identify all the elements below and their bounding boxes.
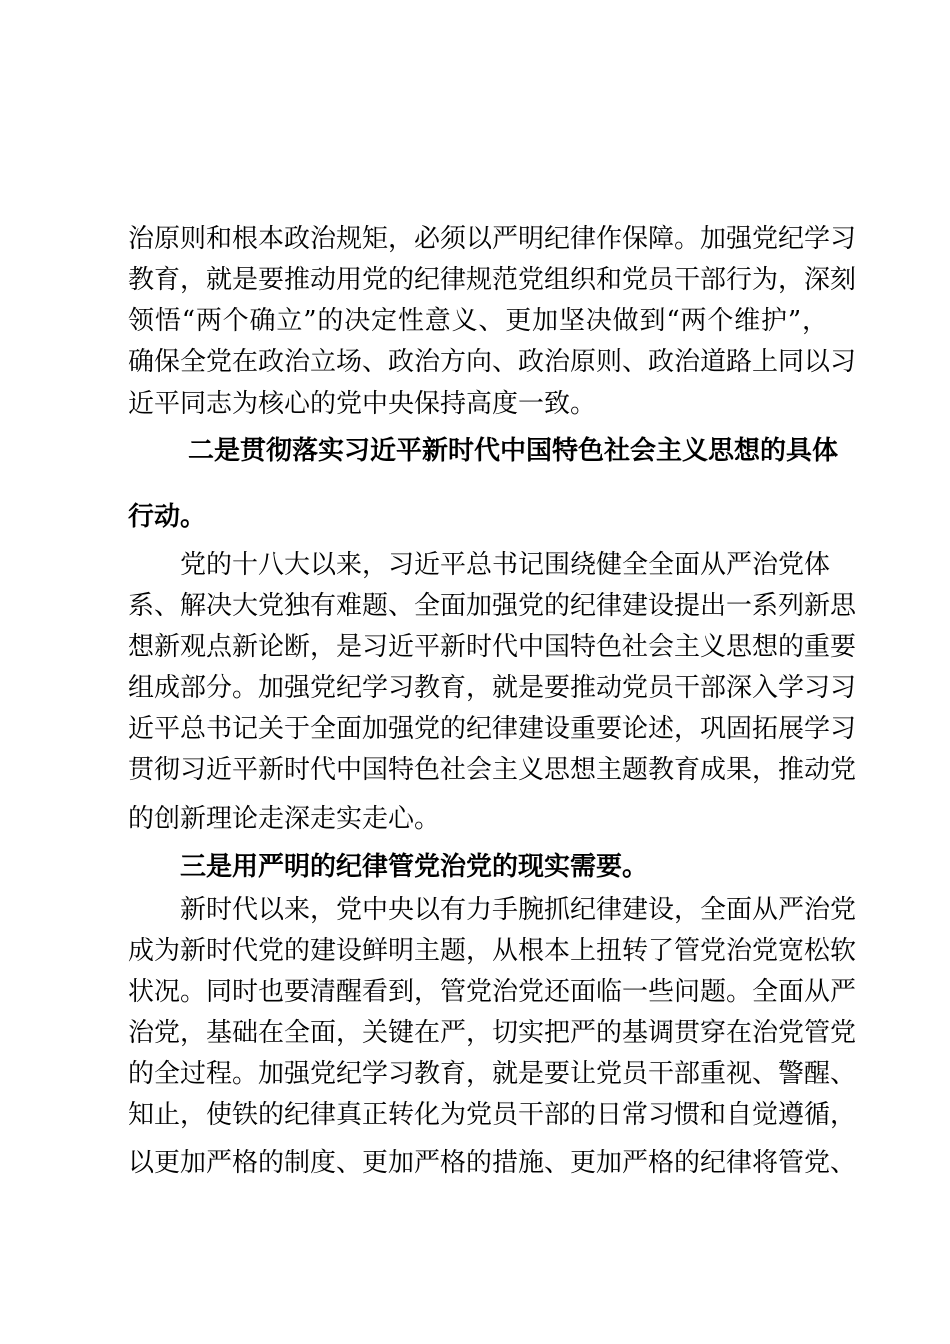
text-line: 治党，基础在全面，关键在严，切实把严的基调贯穿在治党管党 xyxy=(128,1018,857,1048)
text-line: 状况。同时也要清醒看到，管党治党还面临一些问题。全面从严 xyxy=(128,977,857,1007)
text-line: 党的十八大以来，习近平总书记围绕健全全面从严治党体 xyxy=(180,550,831,580)
text-line: 知止，使铁的纪律真正转化为党员干部的日常习惯和自觉遵循， xyxy=(128,1100,857,1130)
text-line: 新时代以来，党中央以有力手腕抓纪律建设，全面从严治党 xyxy=(180,895,857,925)
text-line: 近平总书记关于全面加强党的纪律建设重要论述，巩固拓展学习 xyxy=(128,714,857,744)
section-heading-2-cont: 行动。 xyxy=(128,502,207,532)
text-line: 系、解决大党独有难题、全面加强党的纪律建设提出一系列新思 xyxy=(128,591,857,621)
text-line: 想新观点新论断，是习近平新时代中国特色社会主义思想的重要 xyxy=(128,632,857,662)
text-line: 近平同志为核心的党中央保持高度一致。 xyxy=(128,389,597,419)
text-line: 成为新时代党的建设鲜明主题，从根本上扭转了管党治党宽松软 xyxy=(128,936,857,966)
section-heading-3: 三是用严明的纪律管党治党的现实需要。 xyxy=(180,852,649,882)
text-line: 以更加严格的制度、更加严格的措施、更加严格的纪律将管党、 xyxy=(128,1148,857,1178)
text-line: 组成部分。加强党纪学习教育，就是要推动党员干部深入学习习 xyxy=(128,673,857,703)
text-line: 的创新理论走深走实走心。 xyxy=(128,804,441,834)
text-line: 的全过程。加强党纪学习教育，就是要让党员干部重视、警醒、 xyxy=(128,1059,857,1089)
text-line: 贯彻习近平新时代中国特色社会主义思想主题教育成果，推动党 xyxy=(128,755,857,785)
text-line: 确保全党在政治立场、政治方向、政治原则、政治道路上同以习 xyxy=(128,347,857,377)
section-heading-2: 二是贯彻落实习近平新时代中国特色社会主义思想的具体 xyxy=(188,436,839,466)
text-line: 教育，就是要推动用党的纪律规范党组织和党员干部行为，深刻 xyxy=(128,265,857,295)
text-line: 治原则和根本政治规矩，必须以严明纪律作保障。加强党纪学习 xyxy=(128,224,857,254)
text-line: 领悟“两个确立”的决定性意义、更加坚决做到“两个维护”， xyxy=(128,306,828,336)
